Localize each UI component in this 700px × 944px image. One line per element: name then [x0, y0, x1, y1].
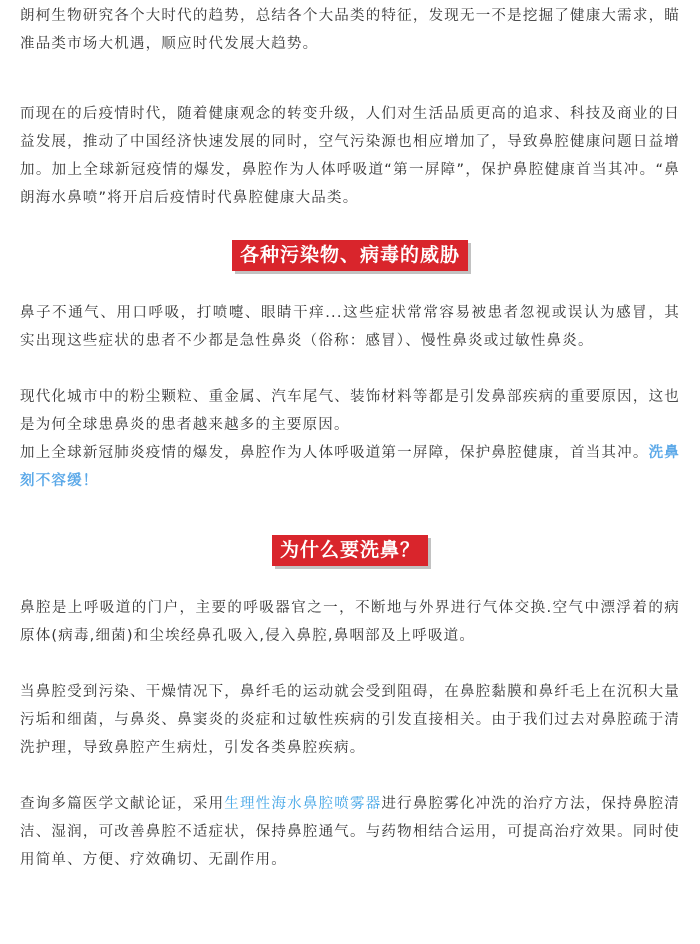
paragraph-intro: 朗柯生物研究各个大时代的趋势，总结各个大品类的特征，发现无一不是挖掘了健康大需求，瞄准品类市场大机遇，顺应时代发展大趋势。 — [20, 8, 680, 52]
section-heading-why-wash: 为什么要洗鼻？ — [272, 535, 428, 566]
paragraph-nasal-gateway: 鼻腔是上呼吸道的门户，主要的呼吸器官之一，不断地与外界进行气体交换.空气中漂浮着的病原体(病毒,细菌)和尘埃经鼻孔吸入,侵入鼻腔,鼻咽部及上呼吸道。 — [20, 600, 680, 644]
paragraph-literature-after: 进行鼻腔雾化冲洗的治疗方法，保持鼻腔清洁、湿润，可改善鼻腔不适症状，保持鼻腔通气。与药物相结合运用，可提高治疗效果。同时使用简单、方便、疗效确切、无副作用。 — [20, 796, 680, 868]
paragraph-literature-before: 查询多篇医学文献论证，采用 — [20, 796, 225, 812]
section-heading-wrap-1 — [20, 240, 680, 271]
section-heading-threats: 各种污染物、病毒的威胁 — [232, 240, 468, 271]
paragraph-literature — [20, 790, 680, 874]
paragraph-urban-causes: 现代化城市中的粉尘颗粒、重金属、汽车尾气、装饰材料等都是引发鼻部疾病的重要原因，这也是为何全球患鼻炎的患者越来越多的主要原因。 — [20, 389, 680, 433]
paragraph-symptoms: 鼻子不通气、用口呼吸，打喷嚏、眼睛干痒...这些症状常常容易被患者忽视或误认为感冒，其实出现这些症状的患者不少都是急性鼻炎（俗称：感冒）、慢性鼻炎或过敏性鼻炎。 — [20, 305, 680, 349]
paragraph-post-epidemic: 而现在的后疫情时代，随着健康观念的转变升级，人们对生活品质更高的追求、科技及商业的日益发展，推动了中国经济快速发展的同时，空气污染源也相应增加了，导致鼻腔健康问题日益增加。加上全球新冠疫情的爆发，鼻腔作为人体呼吸道“第一屏障”，保护鼻腔健康首当其冲。“鼻朗海水鼻喷”将开启后疫情时代鼻腔健康大品类。 — [20, 106, 680, 206]
article-body — [20, 0, 680, 874]
highlight-wash-nose: 洗鼻刻不容缓！ — [20, 445, 680, 489]
paragraph-pollution-effect: 当鼻腔受到污染、干燥情况下，鼻纤毛的运动就会受到阻碍，在鼻腔黏膜和鼻纤毛上在沉积大量污垢和细菌，与鼻炎、鼻窦炎的炎症和过敏性疾病的引发直接相关。由于我们过去对鼻腔疏于清洗护理，导致鼻腔产生病灶，引发各类鼻腔疾病。 — [20, 684, 680, 756]
section-heading-wrap-2 — [20, 535, 680, 566]
product-link-spray[interactable]: 生理性海水鼻腔喷雾器 — [224, 796, 382, 812]
paragraph-epidemic — [20, 439, 680, 495]
paragraph-epidemic-text: 加上全球新冠肺炎疫情的爆发，鼻腔作为人体呼吸道第一屏障，保护鼻腔健康，首当其冲。 — [20, 445, 649, 461]
